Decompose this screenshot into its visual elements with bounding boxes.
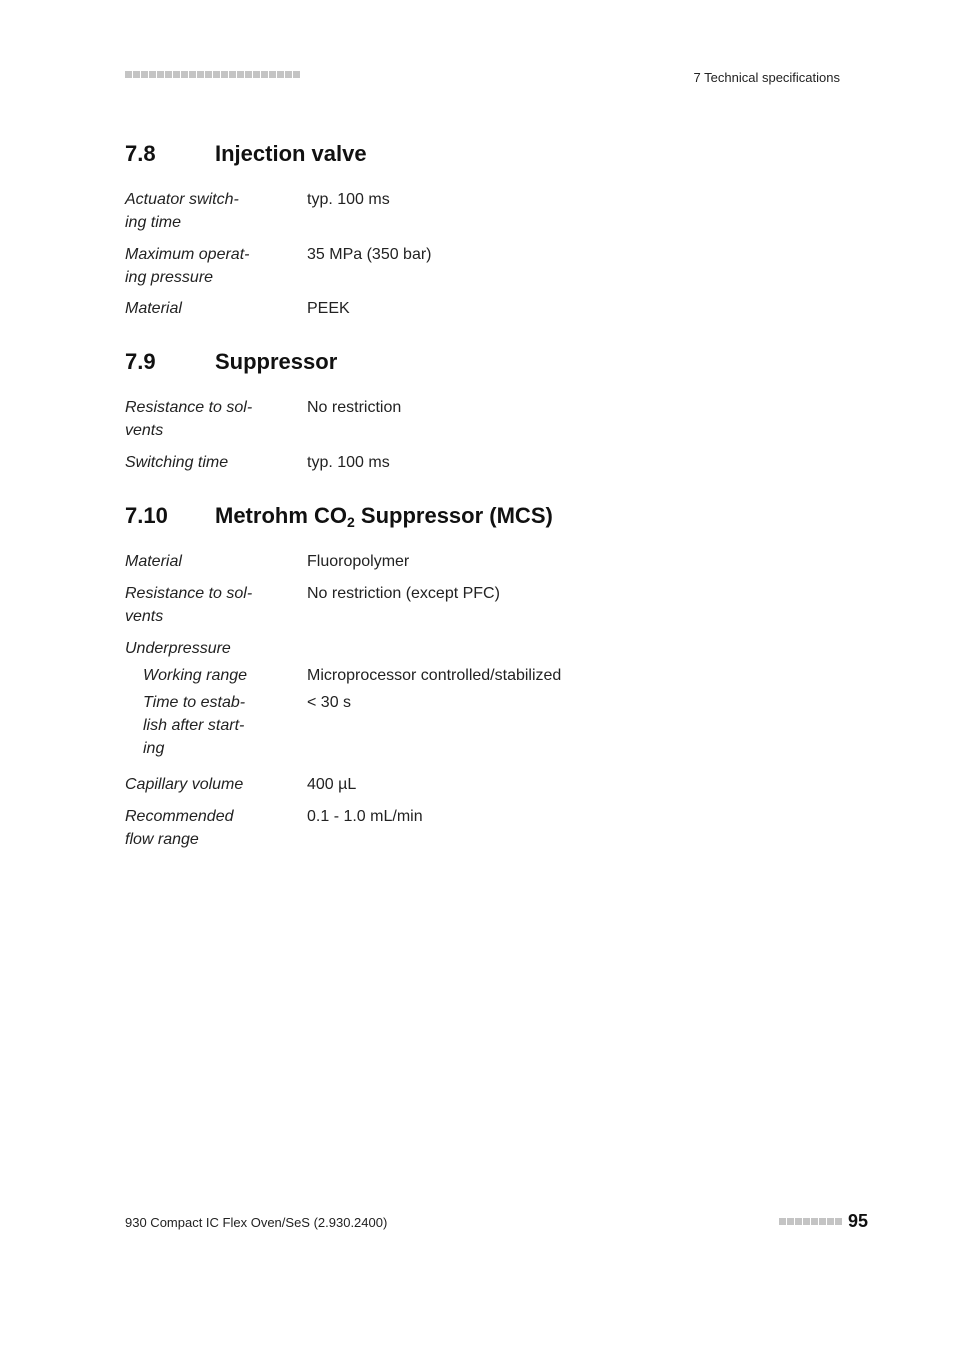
page-number: 95: [847, 1211, 868, 1231]
decoration-square: [261, 71, 268, 78]
spec-value: 35 MPa (350 bar): [307, 246, 432, 263]
chapter-title: 7 Technical specifications: [693, 70, 840, 85]
section-heading-mcs: [125, 503, 553, 530]
spec-value: typ. 100 ms: [307, 454, 390, 471]
decoration-square: [277, 71, 284, 78]
decoration-square: [253, 71, 260, 78]
spec-label: Recommended flow range: [125, 808, 234, 848]
decoration-square: [205, 71, 212, 78]
decoration-square: [285, 71, 292, 78]
spec-label: Capillary volume: [125, 776, 244, 793]
section-number: 7.10: [125, 503, 168, 528]
section-number: 7.9: [125, 349, 156, 374]
decoration-square: [165, 71, 172, 78]
decoration-square: [125, 71, 132, 78]
decoration-square: [173, 71, 180, 78]
footer-page: [779, 1211, 868, 1232]
decoration-square: [779, 1218, 786, 1225]
decoration-square: [197, 71, 204, 78]
decoration-square: [181, 71, 188, 78]
spec-label: Underpressure: [125, 640, 231, 657]
spec-label: Resistance to sol- vents: [125, 399, 253, 439]
decoration-square: [229, 71, 236, 78]
spec-label: Material: [125, 553, 182, 570]
decoration-square: [221, 71, 228, 78]
section-heading-suppressor: [125, 349, 337, 375]
decoration-square: [149, 71, 156, 78]
spec-label: Maximum operat- ing pressure: [125, 246, 250, 286]
decoration-square: [141, 71, 148, 78]
decoration-square: [819, 1218, 826, 1225]
decoration-square: [811, 1218, 818, 1225]
section-title-part: Suppressor (MCS): [354, 503, 553, 528]
spec-value: PEEK: [307, 300, 350, 317]
spec-value: 400 µL: [307, 776, 357, 793]
header-decoration: [125, 71, 300, 78]
spec-value: 0.1 - 1.0 mL/min: [307, 808, 423, 825]
spec-value: No restriction (except PFC): [307, 585, 500, 602]
spec-value: No restriction: [307, 399, 402, 416]
decoration-square: [795, 1218, 802, 1225]
decoration-square: [787, 1218, 794, 1225]
decoration-square: [803, 1218, 810, 1225]
spec-value: < 30 s: [307, 694, 352, 711]
spec-sublabel: Working range: [143, 667, 248, 684]
spec-label: Material: [125, 300, 182, 317]
spec-value: Fluoropolymer: [307, 553, 410, 570]
decoration-square: [133, 71, 140, 78]
section-title: Suppressor: [215, 349, 338, 374]
section-heading-injection-valve: [125, 141, 367, 167]
decoration-square: [827, 1218, 834, 1225]
decoration-square: [293, 71, 300, 78]
decoration-square: [157, 71, 164, 78]
spec-value: typ. 100 ms: [307, 191, 390, 208]
spec-label: Switching time: [125, 454, 229, 471]
decoration-square: [237, 71, 244, 78]
section-title: Injection valve: [215, 141, 367, 166]
decoration-square: [269, 71, 276, 78]
spec-label: Resistance to sol- vents: [125, 585, 253, 625]
decoration-square: [245, 71, 252, 78]
section-title-subscript: 2: [347, 514, 355, 530]
spec-sublabel: Time to estab- lish after start- ing: [143, 694, 246, 757]
decoration-square: [213, 71, 220, 78]
decoration-square: [189, 71, 196, 78]
section-number: 7.8: [125, 141, 156, 166]
footer-decoration: [779, 1218, 842, 1225]
spec-label: Actuator switch- ing time: [125, 191, 239, 231]
footer-product-name: 930 Compact IC Flex Oven/SeS (2.930.2400): [125, 1215, 388, 1230]
decoration-square: [835, 1218, 842, 1225]
section-title-part: Metrohm CO: [215, 503, 347, 528]
spec-value: Microprocessor controlled/stabilized: [307, 667, 562, 684]
